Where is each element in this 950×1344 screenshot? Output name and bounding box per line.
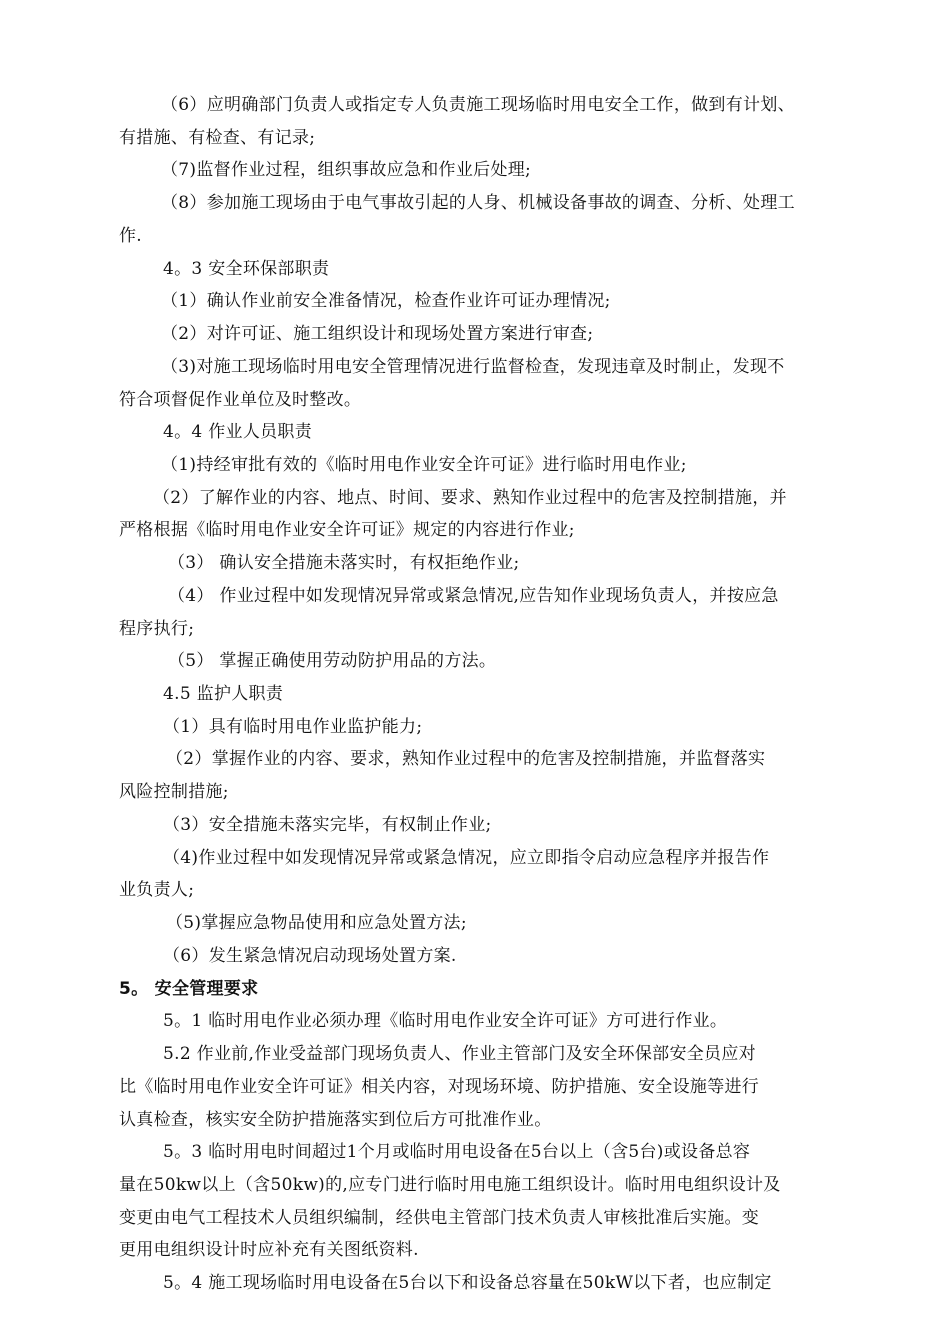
text-line: （8）参加施工现场由于电气事故引起的人身、机械设备事故的调查、分析、处理工 — [161, 193, 795, 213]
section-heading: 4。3 安全环保部职责 — [163, 259, 330, 279]
text-line: 严格根据《临时用电作业安全许可证》规定的内容进行作业; — [119, 520, 575, 540]
text-line: 认真检查，核实安全防护措施落实到位后方可批准作业。 — [119, 1110, 552, 1130]
text-line: 业负责人; — [119, 880, 195, 900]
chapter-heading: 5。 安全管理要求 — [119, 979, 259, 999]
text-line: （2）对许可证、施工组织设计和现场处置方案进行审查; — [161, 324, 594, 344]
text-line: （2）掌握作业的内容、要求，熟知作业过程中的危害及控制措施，并监督落实 — [166, 749, 766, 769]
text-line: （5） 掌握正确使用劳动防护用品的方法。 — [168, 651, 497, 671]
section-heading: 4.5 监护人职责 — [163, 684, 284, 704]
text-line: 5。3 临时用电时间超过1个月或临时用电设备在5台以上（含5台)或设备总容 — [163, 1142, 751, 1162]
text-line: 风险控制措施; — [119, 782, 229, 802]
text-line: 变更由电气工程技术人员组织编制，经供电主管部门技术负责人审核批准后实施。变 — [119, 1208, 760, 1228]
text-line: （6）应明确部门负责人或指定专人负责施工现场临时用电安全工作，做到有计划、 — [161, 95, 795, 115]
text-line: （1）具有临时用电作业监护能力; — [163, 717, 423, 737]
text-line: （4)作业过程中如发现情况异常或紧急情况，应立即指令启动应急程序并报告作 — [163, 848, 770, 868]
text-line: （4） 作业过程中如发现情况异常或紧急情况,应告知作业现场负责人，并按应急 — [168, 586, 779, 606]
text-line: （3)对施工现场临时用电安全管理情况进行监督检查，发现违章及时制止，发现不 — [161, 357, 785, 377]
section-heading: 4。4 作业人员职责 — [163, 422, 313, 442]
text-line: 符合项督促作业单位及时整改。 — [119, 390, 362, 410]
text-line: 量在50kw以上（含50kw)的,应专门进行临时用电施工组织设计。临时用电组织设计及 — [119, 1175, 781, 1195]
text-line: （1）确认作业前安全准备情况，检查作业许可证办理情况; — [161, 291, 611, 311]
text-line: （2）了解作业的内容、地点、时间、要求、熟知作业过程中的危害及控制措施，并 — [153, 488, 787, 508]
text-line: （3） 确认安全措施未落实时，有权拒绝作业; — [168, 553, 520, 573]
text-line: 5。4 施工现场临时用电设备在5台以下和设备总容量在50kW以下者，也应制定 — [163, 1273, 772, 1293]
text-line: （7)监督作业过程，组织事故应急和作业后处理; — [161, 160, 532, 180]
text-line: （3）安全措施未落实完毕，有权制止作业; — [163, 815, 492, 835]
text-line: 比《临时用电作业安全许可证》相关内容，对现场环境、防护措施、安全设施等进行 — [119, 1077, 760, 1097]
text-line: （6）发生紧急情况启动现场处置方案. — [163, 946, 457, 966]
text-line: 5。1 临时用电作业必须办理《临时用电作业安全许可证》方可进行作业。 — [163, 1011, 728, 1031]
text-line: 作. — [119, 226, 143, 246]
text-line: 程序执行; — [119, 619, 195, 639]
text-line: 5.2 作业前,作业受益部门现场负责人、作业主管部门及安全环保部安全员应对 — [163, 1044, 756, 1064]
text-line: （5)掌握应急物品使用和应急处置方法; — [166, 913, 467, 933]
text-line: （1)持经审批有效的《临时用电作业安全许可证》进行临时用电作业; — [161, 455, 687, 475]
text-line: 有措施、有检查、有记录; — [119, 128, 316, 148]
text-line: 更用电组织设计时应补充有关图纸资料. — [119, 1240, 419, 1260]
